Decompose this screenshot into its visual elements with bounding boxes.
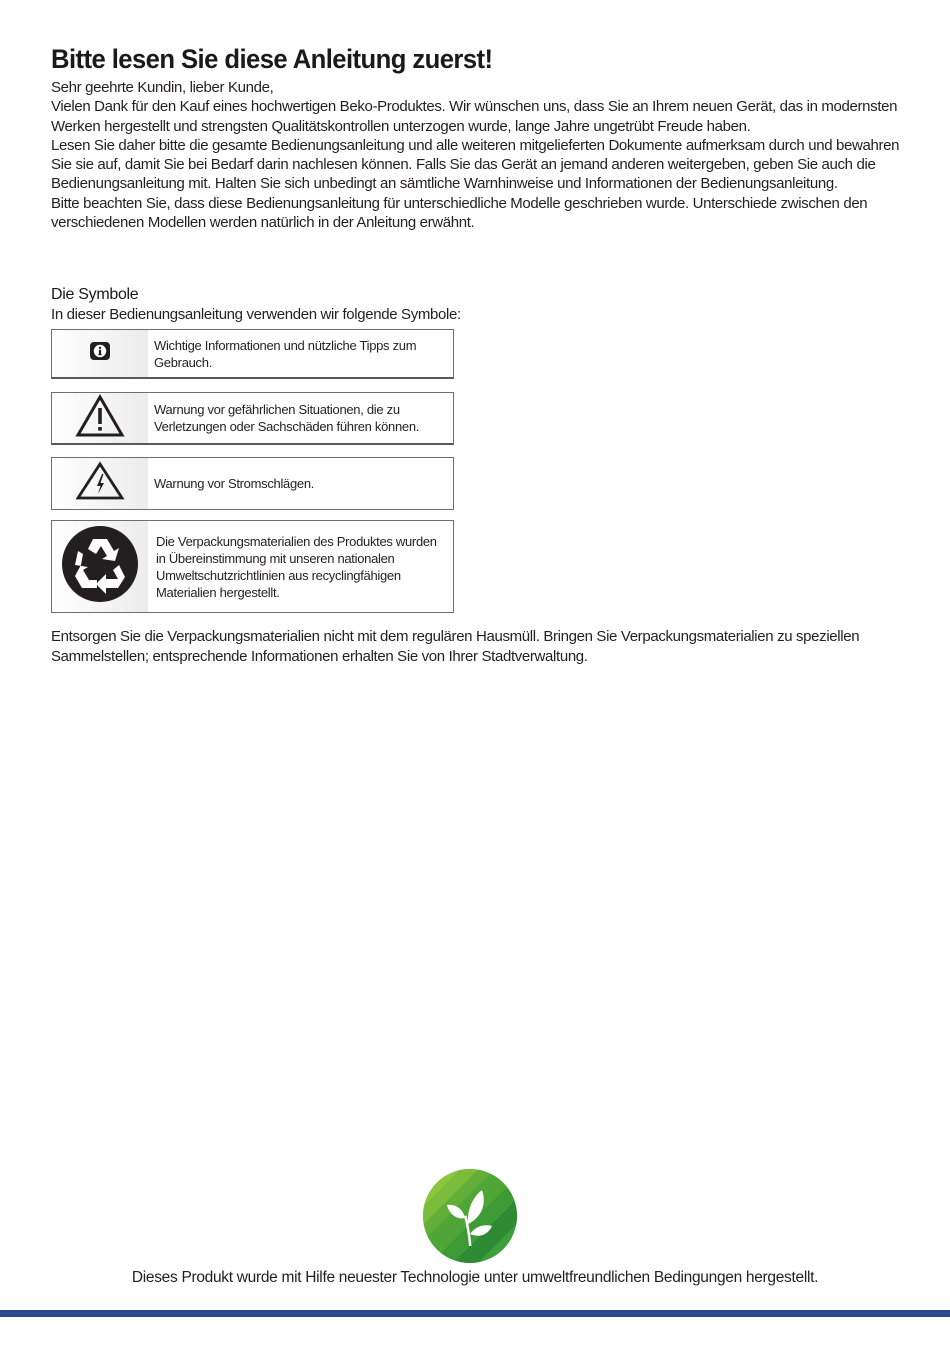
intro-paragraph-1: Vielen Dank für den Kauf eines hochwertigen Beko-Produktes. Wir wünschen uns, dass Sie an Ihrem neuen Gerät, das in modernsten Werken hergestellt und strengsten Qualitätskontrollen unterzogen wurde, lange Jahre ungetrübt Freude haben. xyxy=(51,98,898,135)
intro-paragraph-2: Lesen Sie daher bitte die gesamte Bedienungsanleitung und alle weiteren mitgelieferten Dokumente aufmerksam durch und bewahren Sie sie auf, damit Sie bei Bedarf darin nachlesen können. Falls Sie das Gerät an jemand anderen weitergeben, geben Sie auch die Bedienungsanleitung mit. Halten Sie sich unbedingt an sämtliche Warnhinweise und Informationen der Bedienungsanleitung. xyxy=(51,136,900,193)
symbols-section-intro: In dieser Bedienungsanleitung verwenden wir folgende Symbole: xyxy=(51,306,461,323)
eco-leaf-icon xyxy=(422,1168,518,1264)
symbol-icon-cell xyxy=(52,393,148,443)
info-icon xyxy=(89,341,111,366)
symbol-description: Die Verpackungsmaterialien des Produktes wurden in Übereinstimmung mit unseren nationalen Umweltschutzrichtlinien aus recyclingfähigen Materialien hergestellt. xyxy=(156,533,437,600)
symbol-box-recycle xyxy=(51,520,454,613)
symbol-icon-cell xyxy=(52,330,148,377)
symbol-box-electric xyxy=(51,457,454,510)
symbol-box-info xyxy=(51,329,454,379)
intro-paragraph-3: Bitte beachten Sie, dass diese Bedienungsanleitung für unterschiedliche Modelle geschrieben wurde. Unterschiede zwischen den verschiedenen Modellen werden natürlich in der Anleitung erwähnt. xyxy=(51,194,868,232)
symbol-description: Warnung vor Stromschlägen. xyxy=(154,476,315,491)
symbol-icon-cell xyxy=(52,521,148,612)
symbol-description: Warnung vor gefährlichen Situationen, die zu Verletzungen oder Sachschäden führen können. xyxy=(154,402,420,434)
symbol-box-warning xyxy=(51,392,454,445)
symbol-icon-cell xyxy=(52,458,148,509)
disposal-note: Entsorgen Sie die Verpackungsmaterialien nicht mit dem regulären Hausmüll. Bringen Sie Verpackungsmaterialien zu speziellen Sammelstellen; entsprechende Informationen erhalten Sie von Ihrer Stadtverwaltung. xyxy=(51,628,860,665)
electric-shock-icon xyxy=(75,461,125,506)
footer-bar xyxy=(0,1310,950,1317)
recycle-icon xyxy=(61,525,139,608)
symbols-section-title: Die Symbole xyxy=(51,286,139,303)
footer-text: Dieses Produkt wurde mit Hilfe neuester Technologie unter umweltfreundlichen Bedingungen hergestellt. xyxy=(131,1269,819,1286)
warning-triangle-icon xyxy=(75,394,125,443)
greeting: Sehr geehrte Kundin, lieber Kunde, xyxy=(51,79,274,96)
page-title: Bitte lesen Sie diese Anleitung zuerst! xyxy=(51,44,493,74)
intro-text xyxy=(51,78,901,232)
symbol-description: Wichtige Informationen und nützliche Tipps zum Gebrauch. xyxy=(154,337,417,370)
